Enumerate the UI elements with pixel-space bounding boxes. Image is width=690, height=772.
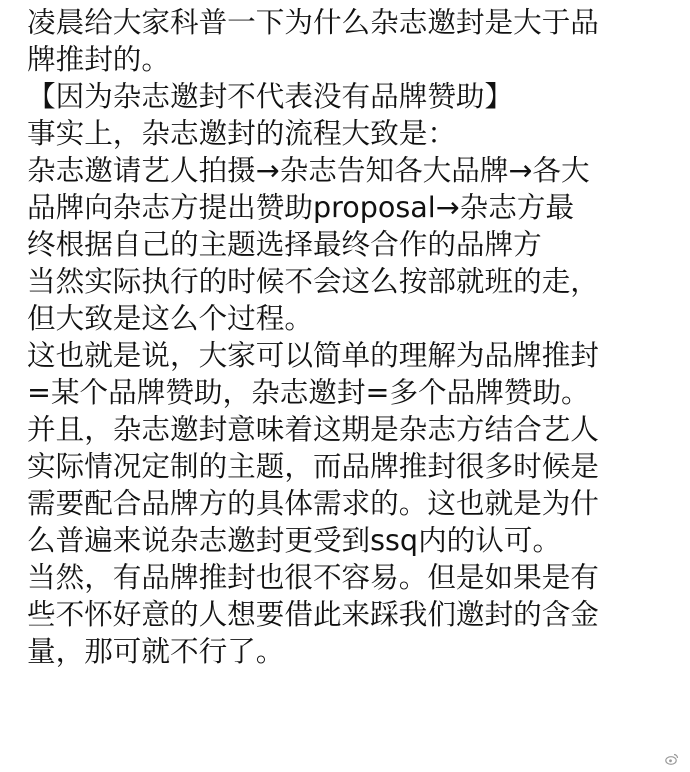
text-line: 但大致是这么个过程。 bbox=[27, 301, 313, 335]
text-line: 些不怀好意的人想要借此来踩我们邀封的含金 bbox=[27, 597, 599, 631]
weibo-logo-icon bbox=[665, 752, 679, 766]
text-line: 杂志邀请艺人拍摄→杂志告知各大品牌→各大 bbox=[27, 153, 590, 187]
post-text bbox=[27, 4, 672, 670]
text-line: 这也就是说，大家可以简单的理解为品牌推封 bbox=[27, 338, 599, 372]
text-line: 实际情况定制的主题，而品牌推封很多时候是 bbox=[27, 449, 599, 483]
text-line: 当然，有品牌推封也很不容易。但是如果是有 bbox=[27, 560, 599, 594]
text-line: 终根据自己的主题选择最终合作的品牌方 bbox=[27, 227, 542, 261]
text-line: 牌推封的。 bbox=[27, 42, 170, 76]
text-line: 凌晨给大家科普一下为什么杂志邀封是大于品 bbox=[27, 5, 599, 39]
text-line: =某个品牌赞助，杂志邀封=多个品牌赞助。 bbox=[27, 375, 590, 409]
text-line: 品牌向杂志方提出赞助proposal→杂志方最 bbox=[27, 190, 575, 224]
text-line: 么普遍来说杂志邀封更受到ssq内的认可。 bbox=[27, 523, 562, 557]
watermark bbox=[665, 752, 682, 766]
text-line: 量，那可就不行了。 bbox=[27, 634, 285, 668]
text-line: 【因为杂志邀封不代表没有品牌赞助】 bbox=[27, 79, 514, 113]
text-line: 并且，杂志邀封意味着这期是杂志方结合艺人 bbox=[27, 412, 599, 446]
text-line: 事实上，杂志邀封的流程大致是： bbox=[27, 116, 456, 150]
text-line: 当然实际执行的时候不会这么按部就班的走， bbox=[27, 264, 599, 298]
text-line: 需要配合品牌方的具体需求的。这也就是为什 bbox=[27, 486, 599, 520]
